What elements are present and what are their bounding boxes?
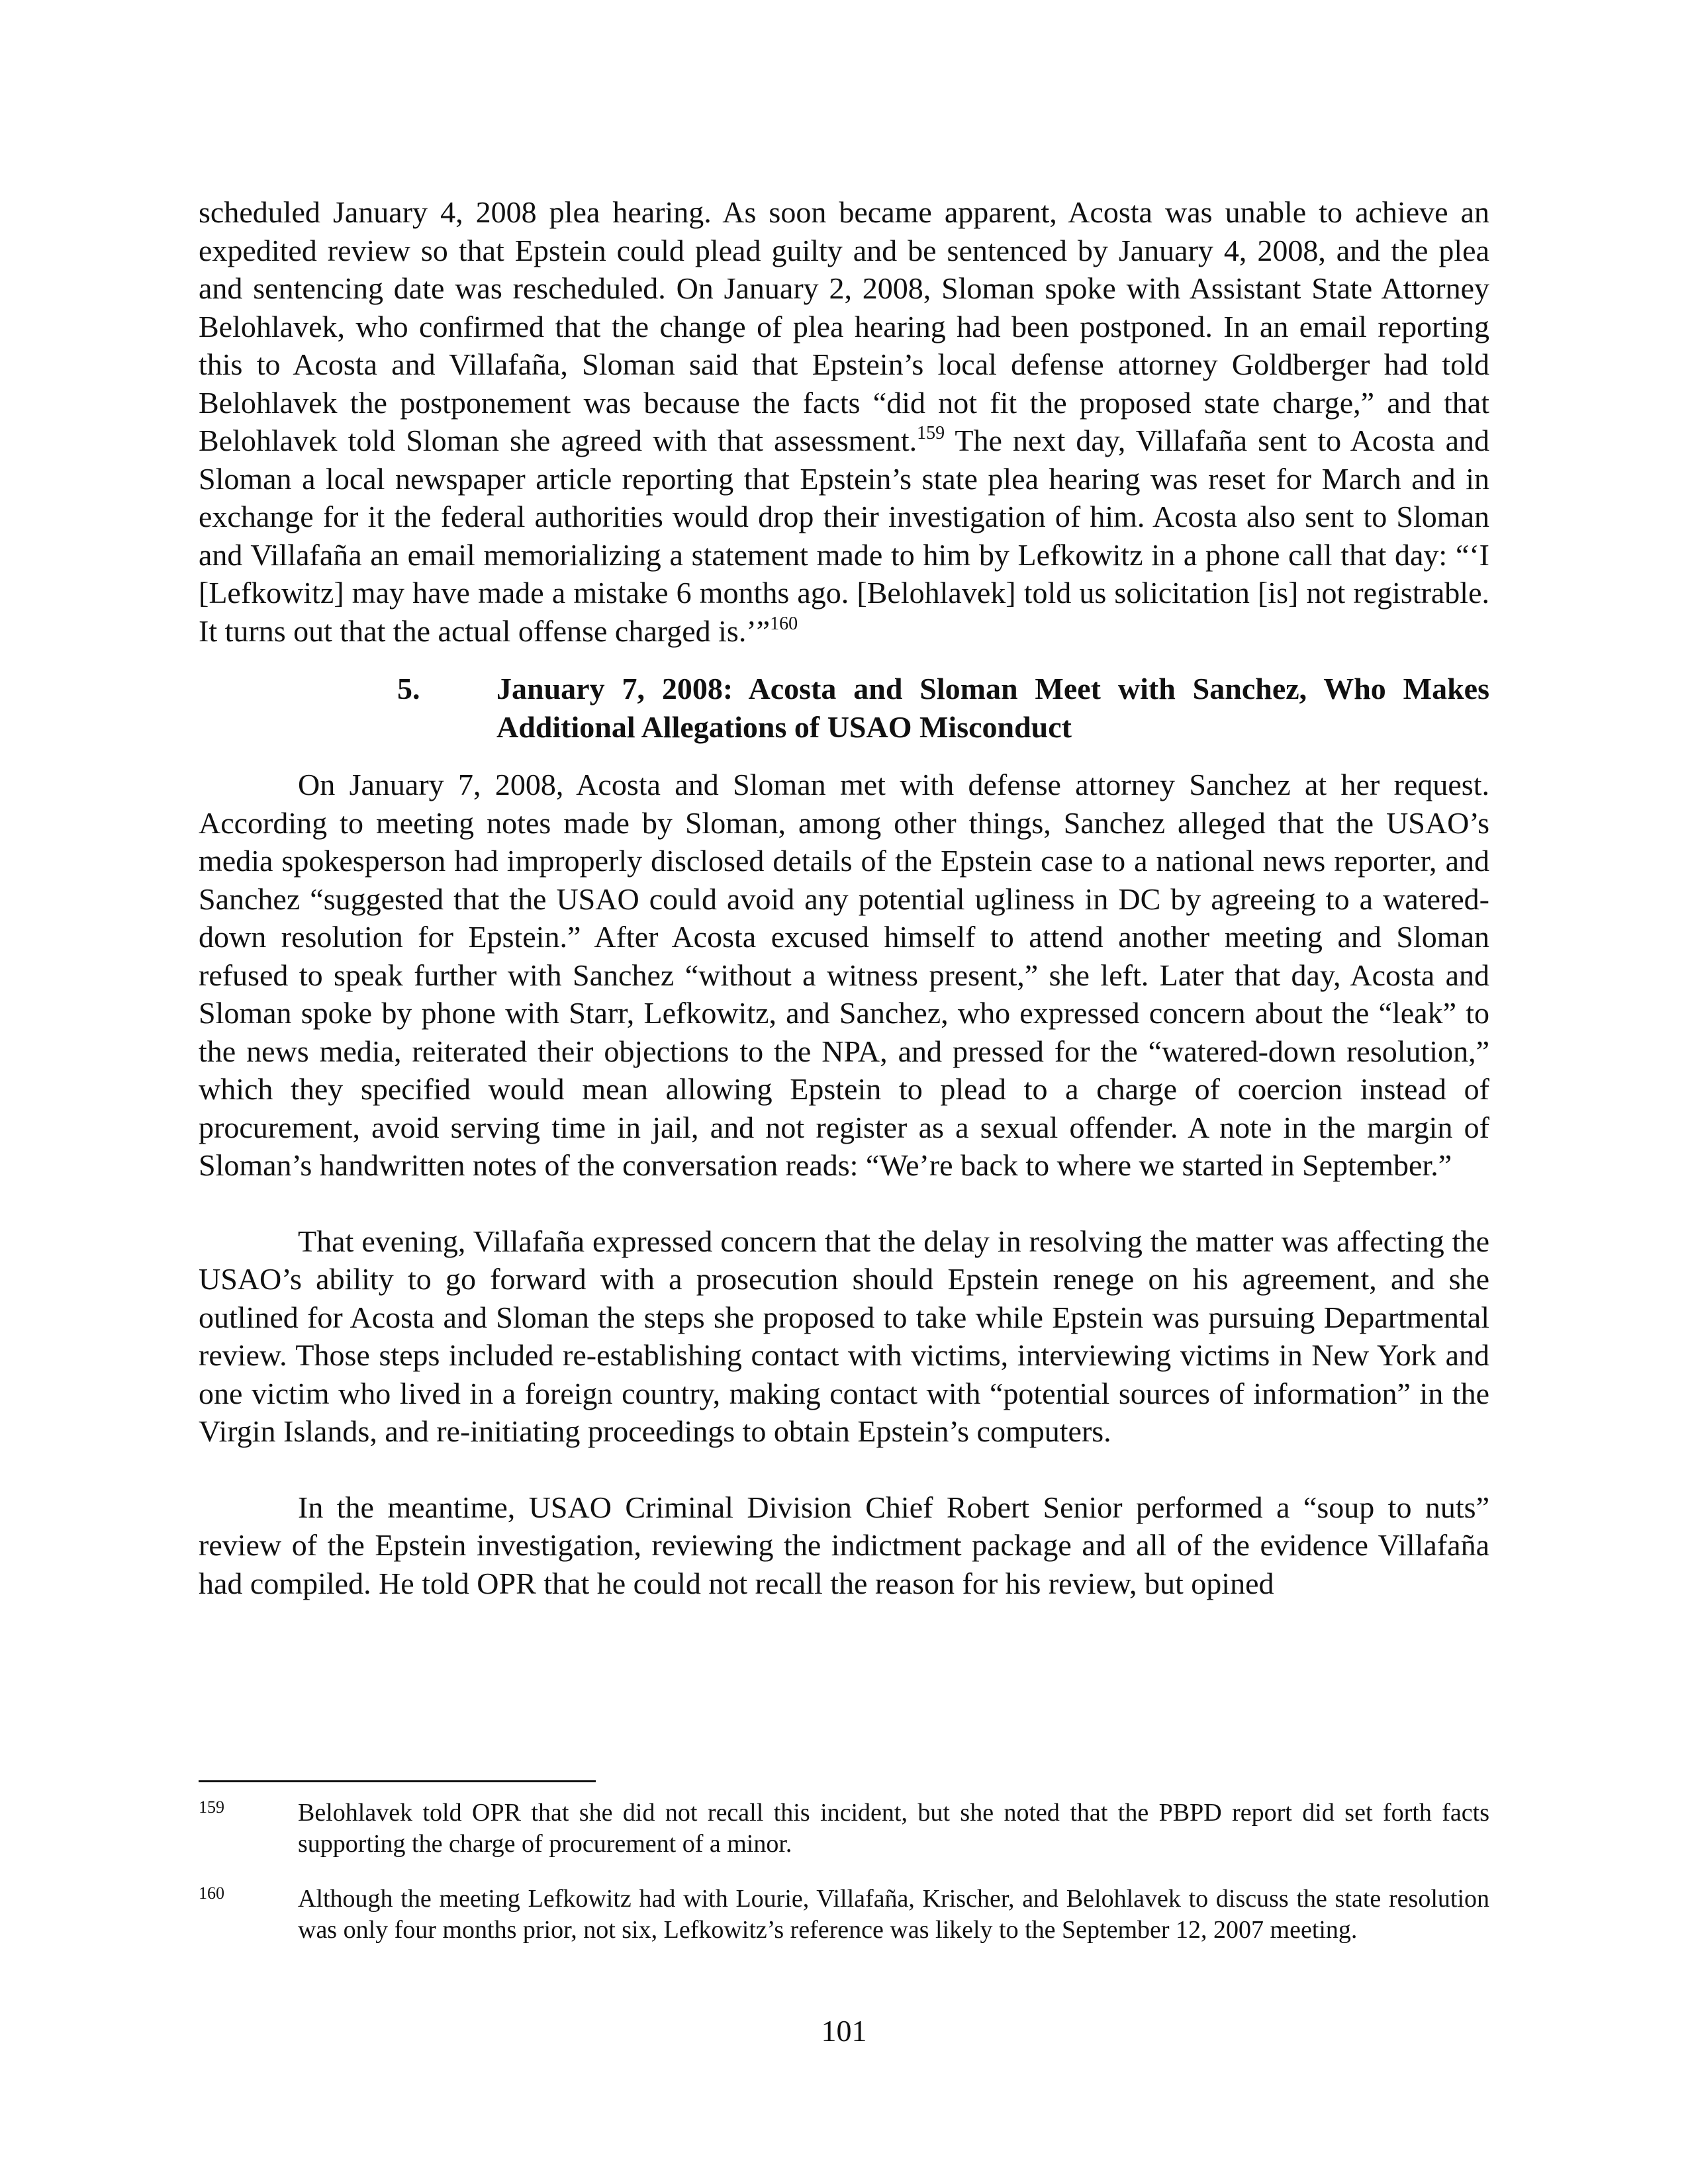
document-body (199, 193, 1489, 1602)
paragraph-1 (199, 193, 1489, 650)
section-heading (199, 670, 1489, 746)
paragraph-4: In the meantime, USAO Criminal Division Chief Robert Senior performed a “soup to nuts” review of the Epstein investigation, reviewing the indictment package and all of the evidence Villafaña had compiled. He told OPR that he could not recall the reason for his review, but opined (199, 1490, 1489, 1600)
footnote-separator (199, 1780, 596, 1782)
footnote-number: 159 (199, 1797, 224, 1817)
section-number: 5. (397, 672, 420, 705)
paragraph-3: That evening, Villafaña expressed concern that the delay in resolving the matter was affecting the USAO’s ability to go forward with a prosecution should Epstein renege on his agreement, and she outlined for Acosta and Sloman the steps she proposed to take while Epstein was pursuing Departmental review. Those steps included re-establishing contact with victims, interviewing victims in New York and one victim who lived in a foreign country, making contact with “potential sources of information” in the Virgin Islands, and re-initiating proceedings to obtain Epstein’s computers. (199, 1224, 1489, 1448)
paragraph-2: On January 7, 2008, Acosta and Sloman met with defense attorney Sanchez at her request. According to meeting notes made by Sloman, among other things, Sanchez alleged that the USAO’s media spokesperson had improperly disclosed details of the Epstein case to a national news reporter, and Sanchez “suggested that the USAO could avoid any potential ugliness in DC by agreeing to a watered-down resolution for Epstein.” After Acosta excused himself to attend another meeting and Sloman refused to speak further with Sanchez “without a witness present,” she left. Later that day, Acosta and Sloman spoke by phone with Starr, Lefkowitz, and Sanchez, who expressed concern about the “leak” to the news media, reiterated their objections to the NPA, and pressed for the “watered-down resolution,” which they specified would mean allowing Epstein to plead to a charge of coercion instead of procurement, avoid serving time in jail, and not register as a sexual offender. A note in the margin of Sloman’s handwritten notes of the conversation reads: “We’re back to where we started in September.” (199, 768, 1489, 1182)
footnotes (199, 1797, 1489, 1970)
paragraph-gap (199, 1451, 1489, 1488)
footnote-text: Although the meeting Lefkowitz had with Lourie, Villafaña, Krischer, and Belohlavek to discuss the state resolution was only four months prior, not six, Lefkowitz’s reference was likely to the September 12, 2007 meeting. (298, 1885, 1489, 1944)
paragraph-gap (199, 1185, 1489, 1222)
footnote-number: 160 (199, 1884, 224, 1903)
paragraph-1-part-b: The next day, Villafaña sent to Acosta and Sloman a local newspaper article reporting that Epstein’s state plea hearing was reset for March and in exchange for it the federal authorities would drop their investigation of him. Acosta also sent to Sloman and Villafaña an email memorializing a statement made to him by Lefkowitz in a phone call that day: “‘I [Lefkowitz] may have made a mistake 6 months ago. [Belohlavek] told us solicitation [is] not registrable. It turns out that the actual offense charged is.’” (199, 424, 1490, 648)
footnote-ref-160[interactable]: 160 (770, 613, 798, 634)
footnote-160 (199, 1884, 1489, 1946)
paragraph-1-part-a: scheduled January 4, 2008 plea hearing. As soon became apparent, Acosta was unable to achieve an expedited review so that Epstein could plead guilty and be sentenced by January 4, 2008, and the plea and sentencing date was rescheduled. On January 2, 2008, Sloman spoke with Assistant State Attorney Belohlavek, who confirmed that the change of plea hearing had been postponed. In an email reporting this to Acosta and Villafaña, Sloman said that Epstein’s local defense attorney Goldberger had told Belohlavek the postponement was because the facts “did not fit the proposed state charge,” and that Belohlavek told Sloman she agreed with that assessment. (199, 195, 1489, 457)
page-number: 101 (821, 2014, 867, 2048)
section-title: January 7, 2008: Acosta and Sloman Meet with Sanchez, Who Makes Additional Allegations of USAO Misconduct (496, 672, 1489, 744)
footnote-159 (199, 1797, 1489, 1860)
footnote-text: Belohlavek told OPR that she did not recall this incident, but she noted that the PBPD report did set forth facts supporting the charge of procurement of a minor. (298, 1799, 1489, 1858)
footnote-ref-159[interactable]: 159 (917, 423, 945, 443)
